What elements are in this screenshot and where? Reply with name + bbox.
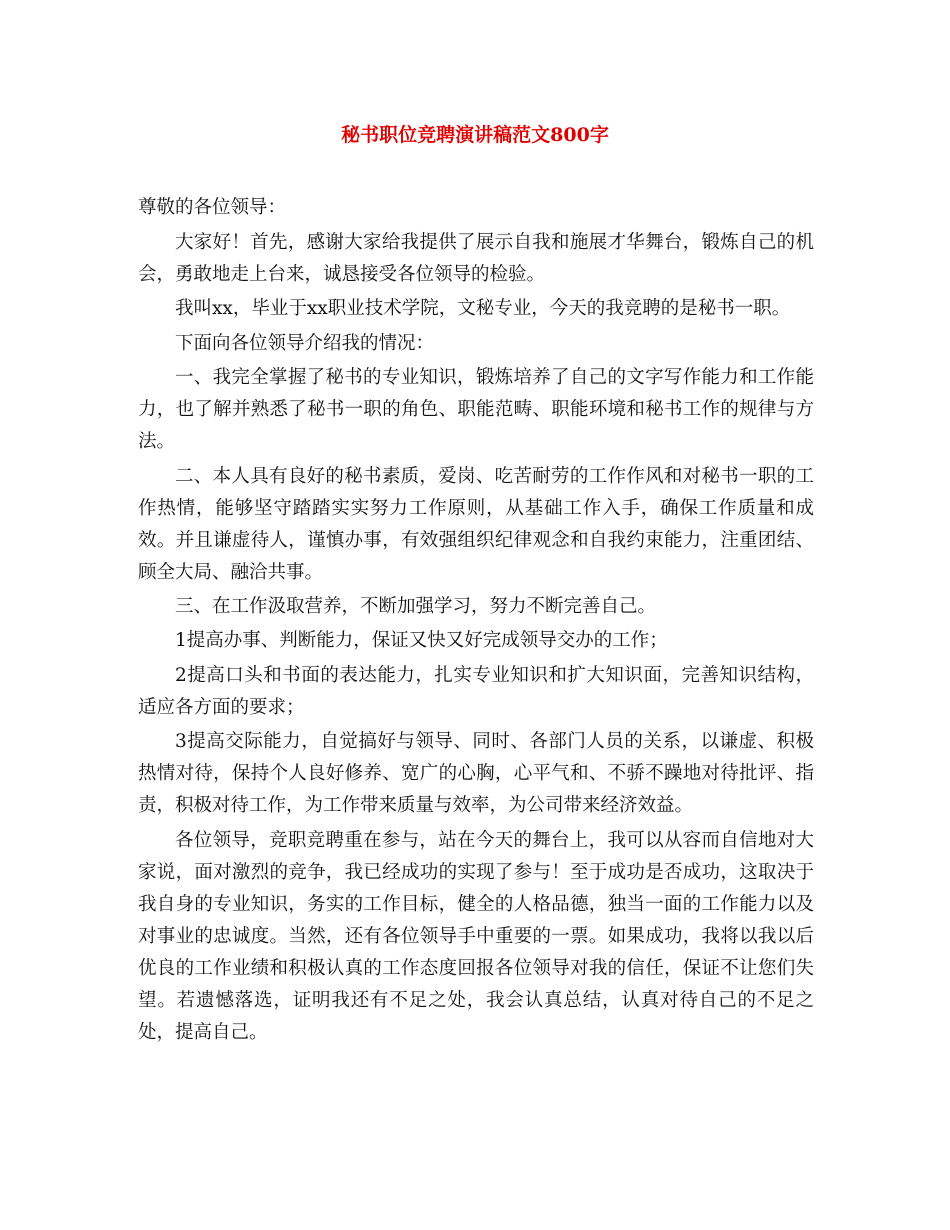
salutation: 尊敬的各位领导： [138, 197, 287, 218]
paragraph-situation-intro: 下面向各位领导介绍我的情况： [175, 332, 435, 354]
paragraph-greeting: 大家好！首先，感谢大家给我提供了展示自我和施展才华舞台，锻炼自己的机会，勇敢地走上台来，诚恳接受各位领导的检验。 [138, 232, 814, 285]
list-item-1: 1提高办事、判断能力，保证又快又好完成领导交办的工作； [175, 630, 668, 652]
document-title: 秘书职位竞聘演讲稿范文800字 [341, 124, 609, 146]
paragraph-point-three: 三、在工作汲取营养，不断加强学习，努力不断完善自己。 [175, 595, 657, 617]
paragraph-closing: 各位领导，竞职竞聘重在参与，站在今天的舞台上，我可以从容而自信地对大家说，面对激烈的竞争，我已经成功的实现了参与！至于成功是否成功，这取决于我自身的专业知识，务实的工作目标，健全的人格品德，独当一面的工作能力以及对事业的忠诚度。当然，还有各位领导手中重要的一票。如果成功，我将以我以后优良的工作业绩和积极认真的工作态度回报各位领导对我的信任，保证不让您们失望。若遗憾落选，证明我还有不足之处，我会认真总结，认真对待自己的不足之处，提高自己。 [138, 829, 814, 1043]
list-item-2: 2提高口头和书面的表达能力，扎实专业知识和扩大知识面，完善知识结构，适应各方面的要求； [138, 664, 814, 718]
document-body [138, 192, 814, 1051]
paragraph-self-intro: 我叫xx，毕业于xx职业技术学院，文秘专业，今天的我竞聘的是秘书一职。 [175, 298, 791, 320]
paragraph-point-two: 二、本人具有良好的秘书素质，爱岗、吃苦耐劳的工作作风和对秘书一职的工作热情，能够坚守踏踏实实努力工作原则，从基础工作入手，确保工作质量和成效。并且谦虚待人，谨慎办事，有效强组织纪律观念和自我约束能力，注重团结、顾全大局、融洽共事。 [138, 465, 814, 583]
list-item-3: 3提高交际能力，自觉搞好与领导、同时、各部门人员的关系，以谦虚、积极热情对待，保持个人良好修养、宽广的心胸，心平气和、不骄不躁地对待批评、指责，积极对待工作，为工作带来质量与效率，为公司带来经济效益。 [138, 731, 814, 817]
paragraph-point-one: 一、我完全掌握了秘书的专业知识，锻炼培养了自己的文字写作能力和工作能力，也了解并熟悉了秘书一职的角色、职能范畴、职能环境和秘书工作的规律与方法。 [138, 367, 814, 453]
